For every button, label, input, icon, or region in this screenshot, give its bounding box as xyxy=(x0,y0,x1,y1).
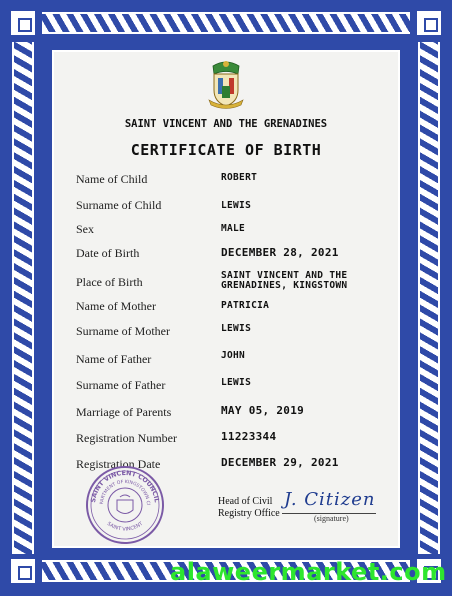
field-value: SAINT VINCENT AND THE GRENADINES, KINGSTOWN xyxy=(221,270,348,291)
field-label: Name of Child xyxy=(76,172,148,186)
field-value: MAY 05, 2019 xyxy=(221,404,305,417)
certificate-title: CERTIFICATE OF BIRTH xyxy=(130,141,322,159)
field-label: Registration Date xyxy=(76,457,161,471)
field-label: Surname of Child xyxy=(76,198,162,212)
field-value: DECEMBER 28, 2021 xyxy=(221,246,339,259)
head-label-line2: Registry Office xyxy=(218,508,280,519)
corner-ornament-tl xyxy=(8,8,38,38)
field-label: Place of Birth xyxy=(76,275,143,289)
head-of-registry-label xyxy=(218,496,280,520)
field-label: Marriage of Parents xyxy=(76,405,172,419)
top-rope-border xyxy=(42,12,410,34)
field-value: LEWIS xyxy=(221,377,252,388)
field-label: Sex xyxy=(76,222,94,236)
head-label-line1: Head of Civil xyxy=(218,496,273,507)
registrar-signature: J. Citizen xyxy=(284,489,376,510)
seal-top-text: SAINT VINCENT COUNCIL xyxy=(89,468,161,504)
field-label: Registration Number xyxy=(76,431,177,445)
field-label: Name of Father xyxy=(76,352,152,366)
field-label: Surname of Mother xyxy=(76,324,170,338)
seal-middle-text: PARTMENT OF KINGSTOWN CI xyxy=(99,479,151,506)
field-value: JOHN xyxy=(221,350,246,361)
field-value: ROBERT xyxy=(221,172,258,183)
field-value: MALE xyxy=(221,223,246,234)
field-label: Date of Birth xyxy=(76,246,140,260)
field-value: DECEMBER 29, 2021 xyxy=(221,456,339,469)
coat-of-arms-icon xyxy=(205,56,247,110)
field-label: Surname of Father xyxy=(76,378,166,392)
council-seal-stamp xyxy=(84,464,166,546)
field-value: LEWIS xyxy=(221,200,252,211)
watermark-text: alaweermarket.com xyxy=(170,558,447,586)
signature-caption: (signature) xyxy=(314,514,349,523)
country-name: SAINT VINCENT AND THE GRENADINES xyxy=(124,118,328,130)
field-value: LEWIS xyxy=(221,323,252,334)
field-value: PATRICIA xyxy=(221,300,270,311)
corner-ornament-tr xyxy=(414,8,444,38)
corner-ornament-bl xyxy=(8,556,38,586)
field-label: Name of Mother xyxy=(76,299,156,313)
seal-bottom-text: SAINT VINCENT xyxy=(105,520,145,533)
field-value: 11223344 xyxy=(221,430,277,443)
